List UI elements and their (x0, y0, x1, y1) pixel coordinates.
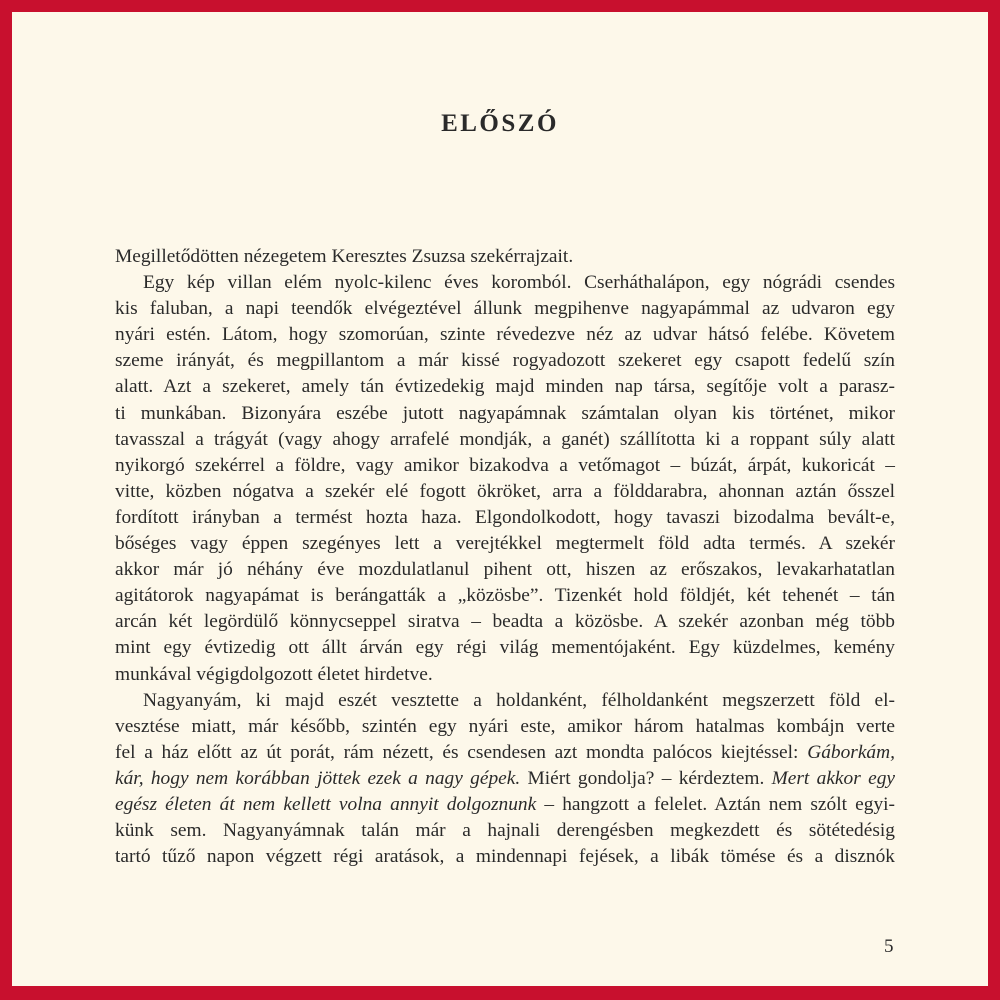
text-segment: fel a ház előtt az út porát, rám nézett, és csendesen azt mondta palócos kiejtéssel: (115, 741, 799, 763)
text-segment: – hangzott a felelet. Aztán nem szólt egyi- (536, 793, 896, 815)
text-line: Megilletődötten nézegetem Keresztes Zsuzsa szekérrajzait. (115, 246, 574, 267)
italic-text: Gáborkám, (807, 741, 895, 763)
text-line (115, 740, 895, 766)
italic-text: Mert akkor egy (771, 767, 895, 789)
text-line: vesztése miatt, már később, szintén egy nyári este, amikor három hatalmas kombájn verte (115, 715, 895, 737)
text-line: Egy kép villan elém nyolc-kilenc éves koromból. Cserháthalápon, egy nógrádi csendes (143, 272, 895, 294)
text-line: kis faluban, a napi teendők elvégeztével állunk megpihenve nagyapámmal az udvaron egy (115, 298, 895, 320)
text-line: bőséges vagy éppen szegényes lett a verejtékkel megtermelt föld adta termés. A szekér (115, 533, 895, 555)
text-line (115, 792, 895, 818)
text-line: alatt. Azt a szekeret, amely tán évtizedekig majd minden nap társa, segítője volt a parasz- (115, 376, 895, 398)
italic-text: egész életen át nem kellett volna annyit dolgoznunk (115, 793, 537, 815)
text-line: ti munkában. Bizonyára eszébe jutott nagyapámnak számtalan olyan kis történet, mikor (115, 402, 895, 424)
page-number: 5 (884, 936, 894, 957)
text-line: tartó tűző napon végzett régi aratások, a mindennapi fejések, a libák tömése és a disznók (115, 846, 895, 868)
body-text (115, 244, 895, 870)
text-line: mint egy évtizedig ott állt árván egy régi világ mementójaként. Egy küzdelmes, kemény (115, 637, 895, 659)
text-line (115, 766, 895, 792)
paragraph (115, 244, 895, 270)
text-segment: Miért gondolja? – kérdeztem. (520, 767, 772, 789)
page-title: ELŐSZÓ (441, 110, 559, 137)
text-line: nyikorgó szekérrel a földre, vagy amikor bizakodva a vetőmagot – búzát, árpát, kukoricát – (115, 454, 895, 476)
text-line: fordított irányban a termést hozta haza. Elgondolkodott, hogy tavaszi bizodalma bevált-e, (115, 506, 895, 528)
text-line: munkával végigdolgozott életet hirdetve. (115, 663, 433, 685)
text-line: nyári estén. Látom, hogy szomorúan, szinte révedezve néz az udvar hátsó felébe. Követem (115, 324, 895, 346)
text-line: tavasszal a trágyát (vagy ahogy arrafelé mondják, a ganét) szállította ki a roppant súly alatt (115, 428, 895, 450)
text-line: agitátorok nagyapámat is berángatták a „közösbe”. Tizenkét hold földjét, két tehenét – tán (115, 585, 895, 607)
paragraph (115, 688, 895, 871)
text-line: szeme irányát, és megpillantom a már kissé rogyadozott szekeret egy csapott fedelű szín (115, 350, 895, 372)
text-line: arcán két legördülő könnycseppel siratva – beadta a közösbe. A szekér azonban még több (115, 611, 895, 633)
text-line: Nagyanyám, ki majd eszét vesztette a holdanként, félholdanként megszerzett föld el- (143, 689, 895, 711)
text-line: vitte, közben nógatva a szekér elé fogott ökröket, arra a földdarabra, ahonnan aztán ősszel (115, 480, 895, 502)
paragraph (115, 270, 895, 688)
italic-text: kár, hogy nem korábban jöttek ezek a nagy gépek. (115, 767, 521, 789)
text-line: künk sem. Nagyanyámnak talán már a hajnali derengésben megkezdett és sötétedésig (115, 820, 895, 842)
text-line: akkor már jó néhány éve mozdulatlanul pihent ott, hiszen az erőszakos, levakarhatatlan (115, 559, 895, 581)
book-page (12, 12, 988, 986)
